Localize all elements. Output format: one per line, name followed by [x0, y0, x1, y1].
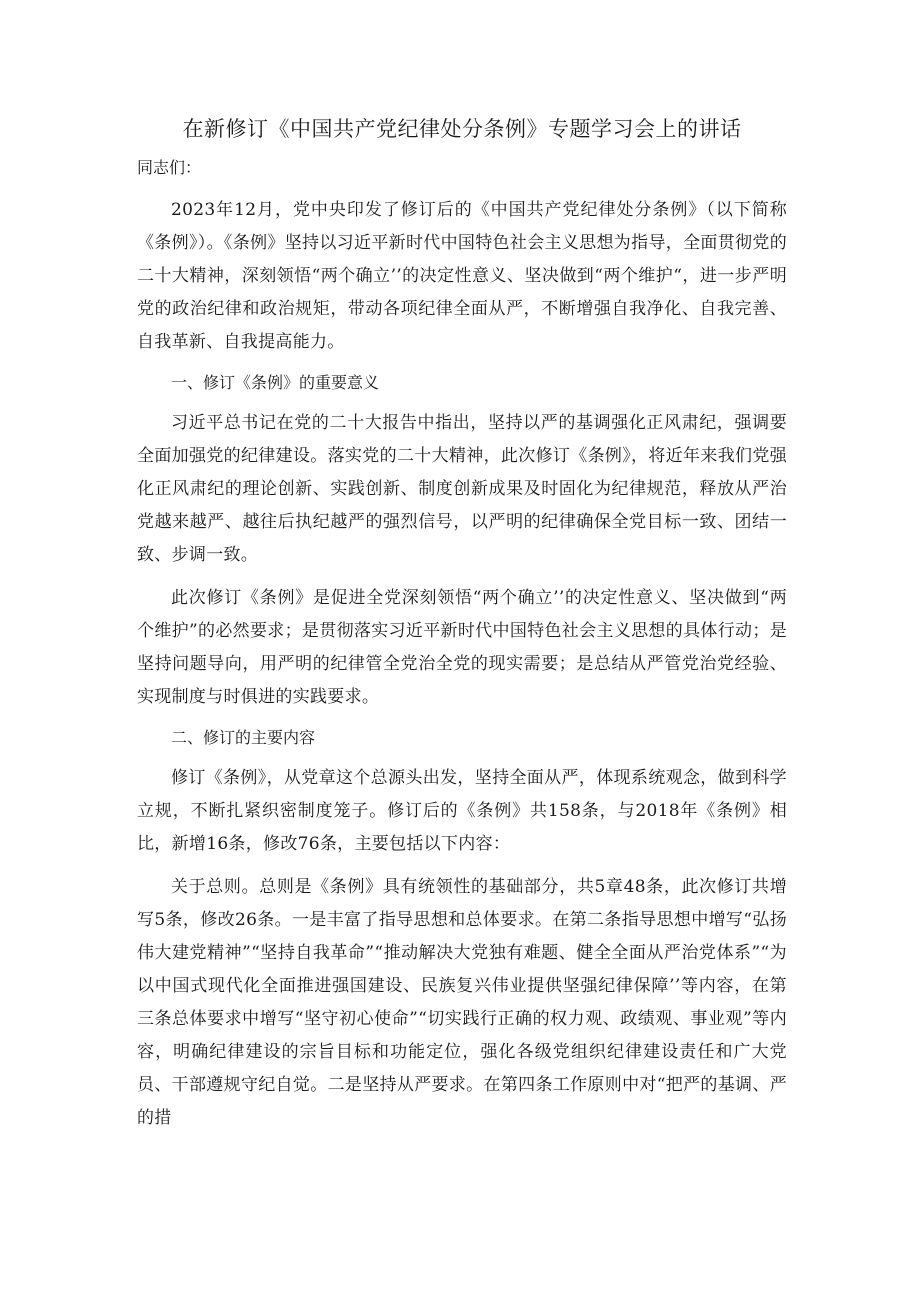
- document-body: [137, 112, 787, 1145]
- section-heading-2: 二、修订的主要内容: [171, 728, 316, 747]
- paragraph-intro: 2023年12月，党中央印发了修订后的《中国共产党纪律处分条例》（以下简称《条例》）。《条例》坚持以习近平新时代中国特色社会主义思想为指导，全面贯彻党的二十大精神，深刻领悟“两个确立’’的决定性意义、坚决做到“两个维护“，进一步严明党的政治纪律和政治规矩，带动各项纪律全面从严，不断增强自我净化、自我完善、自我革新、自我提高能力。: [137, 200, 787, 352]
- paragraph-content-1: 修订《条例》，从党章这个总源头出发，坚持全面从严，体现系统观念，做到科学立规，不断扎紧织密制度笼子。修订后的《条例》共158条，与2018年《条例》相比，新增16条，修改76条，主要包括以下内容：: [137, 768, 787, 854]
- paragraph-general-provisions: 关于总则。总则是《条例》具有统领性的基础部分，共5章48条，此次修订共增写5条，修改26条。一是丰富了指导思想和总体要求。在第二条指导思想中增写“弘扬伟大建党精神”“坚持自我革命”“推动解决大党独有难题、健全全面从严治党体系”“为以中国式现代化全面推进强国建设、民族复兴伟业提供坚强纪律保障’’等内容，在第三条总体要求中增写“坚守初心使命”“切实践行正确的权力观、政绩观、事业观”等内容，明确纪律建设的宗旨目标和功能定位，强化各级党组织纪律建设责任和广大党员、干部遵规守纪自觉。二是坚持从严要求。在第四条工作原则中对“把严的基调、严的措: [137, 877, 787, 1128]
- section-heading-1: 一、修订《条例》的重要意义: [171, 373, 380, 392]
- document-title: 在新修订《中国共产党纪律处分条例》专题学习会上的讲话: [182, 117, 742, 141]
- salutation: 同志们：: [137, 158, 202, 177]
- paragraph-significance-2: 此次修订《条例》是促进全党深刻领悟“两个确立’’的决定性意义、坚决做到“两个维护”的必然要求；是贯彻落实习近平新时代中国特色社会主义思想的具体行动；是坚持问题导向，用严明的纪律管全党治全党的现实需要；是总结从严管党治党经验、实现制度与时俱进的实践要求。: [137, 588, 787, 707]
- paragraph-significance-1: 习近平总书记在党的二十大报告中指出，坚持以严的基调强化正风肃纪，强调要全面加强党的纪律建设。落实党的二十大精神，此次修订《条例》，将近年来我们党强化正风肃纪的理论创新、实践创新、制度创新成果及时固化为纪律规范，释放从严治党越来越严、越往后执纪越严的强烈信号，以严明的纪律确保全党目标一致、团结一致、步调一致。: [137, 413, 787, 565]
